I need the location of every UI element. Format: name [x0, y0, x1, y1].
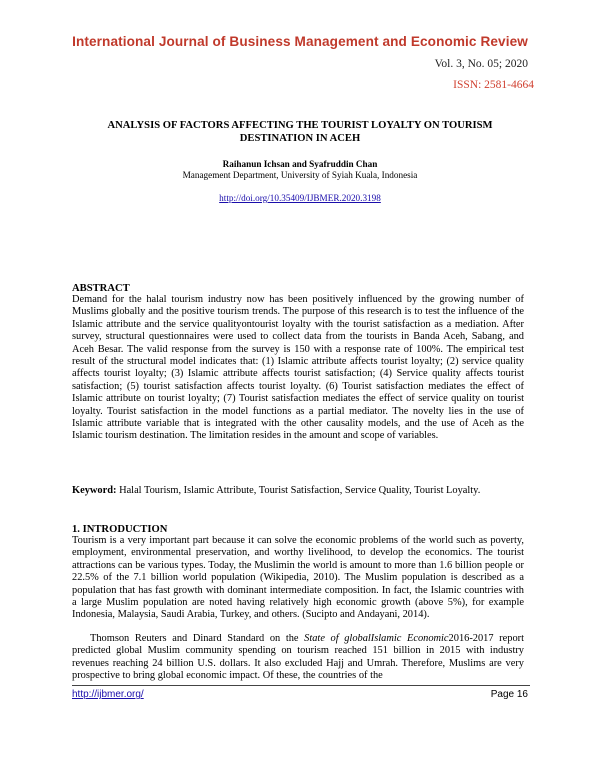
keywords: [72, 485, 524, 497]
introduction-heading: 1. INTRODUCTION: [72, 524, 168, 535]
issn: ISSN: 2581-4664: [453, 79, 534, 91]
volume-info: Vol. 3, No. 05; 2020: [434, 58, 528, 70]
abstract-text: Demand for the halal tourism industry now has been positively influenced by the growing number of Muslims globally and the positive tourism trends. The purpose of this research is to test the influence of the Islamic attribute and the service qualityontourist loyalty with the tourist satisfaction as a mediation. After survey, structural questionnaires were used to collect data from the tourists in Banda Aceh, Sabang, and Aceh Besar. The valid response from the survey is 150 with a response rate of 100%. The empirical test result of the structural model indicates that: (1) Islamic attribute affects tourist loyalty; (2) service quality affects tourist loyalty; (3) Islamic attribute affects tourist satisfaction; (4) Service quality affects tourist satisfaction; (5) tourist satisfaction affects tourist loyalty. (6) Tourist satisfaction mediates the effect of Islamic attribute on tourist loyalty; (7) Tourist satisfaction mediates the effect of service quality on tourist loyalty. Tourist satisfaction in the model functions as a partial mediator. The novelty lies in the use of Islamic attribute variable that is integrated with the other causality models, and the use of Aceh as the Islamic tourism destination. The limitation resides in the amount and scope of variables.: [72, 294, 524, 442]
abstract-heading: ABSTRACT: [72, 283, 130, 294]
introduction-paragraph-1: Tourism is a very important part because it can solve the economic problems of the world such as poverty, employment, environmental preservation, and worthy livelihood, to develop the economics. The tourist attractions can be various types. Today, the Muslimin the world is amount to more than 1.6 billion people or 22.5% of the 7.1 billion world population (Wikipedia, 2010). The Muslim population is described as a population that has fast growth with dominant intermediate composition. In fact, the Islamic countries with a large Muslim population are noted having relatively high economic growth (above 5%), for example Indonesia, Malaysia, Saudi Arabia, Turkey, and others. (Sucipto and Andayani, 2014).: [72, 535, 524, 621]
p2-start: Thomson Reuters and Dinard Standard on the: [90, 633, 305, 644]
footer-link[interactable]: http://ijbmer.org/: [72, 689, 144, 700]
affiliation: Management Department, University of Syiah Kuala, Indonesia: [182, 170, 418, 180]
introduction-paragraph-2: [72, 633, 524, 683]
keywords-label: Keyword:: [72, 485, 117, 496]
page-number: Page 16: [490, 689, 528, 700]
article-title: ANALYSIS OF FACTORS AFFECTING THE TOURIST LOYALTY ON TOURISM DESTINATION IN ACEH: [107, 120, 493, 144]
journal-title: International Journal of Business Management and Economic Review: [72, 34, 528, 49]
p2-rest: 2016-2017 report predicted global Muslim community spending on tourism reached 151 billion in 2015 with industry revenues reaching 24 billion U.S. dollars. It also excluded Hajj and Umrah. Therefore, Muslims are very prospective to bring global economic impact. Of these, the countries of the: [72, 633, 524, 682]
footer-divider: [72, 685, 530, 686]
p2-italic: State of globalIslamic Economic: [304, 633, 449, 644]
doi-link[interactable]: http://doi.org/10.35409/IJBMER.2020.3198: [219, 193, 381, 203]
keywords-text: Halal Tourism, Islamic Attribute, Tourist Satisfaction, Service Quality, Tourist Loyalty.: [119, 485, 481, 496]
authors: Raihanun Ichsan and Syafruddin Chan: [222, 159, 378, 169]
